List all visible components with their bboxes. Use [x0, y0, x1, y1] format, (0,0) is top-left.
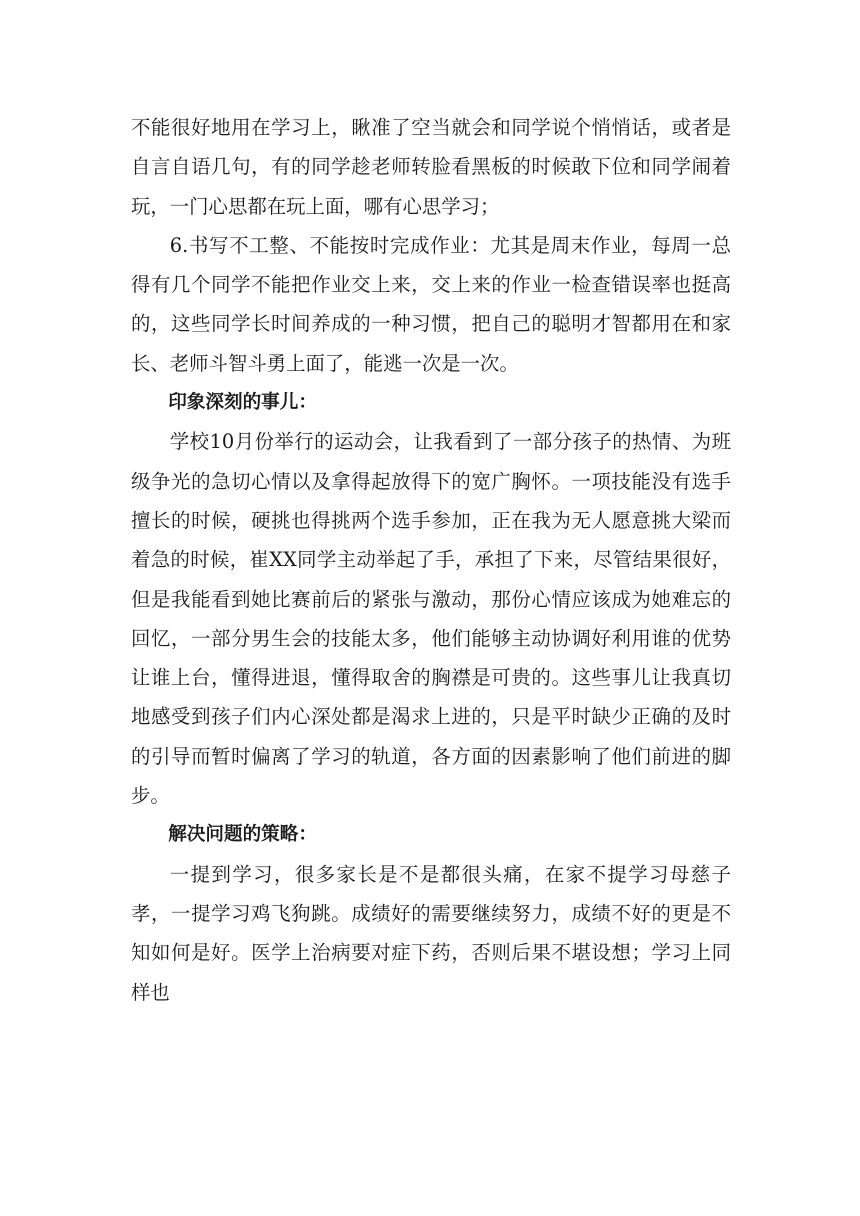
paragraph-continuation: 不能很好地用在学习上，瞅准了空当就会和同学说个悄悄话，或者是自言自语几句，有的同学趁老师转脸看黑板的时候敢下位和同学闹着玩，一门心思都在玩上面，哪有心思学习；	[131, 116, 731, 218]
paragraph-strategies: 一提到学习，很多家长是不是都很头痛，在家不提学习母慈子孝，一提学习鸡飞狗跳。成绩好的需要继续努力，成绩不好的更是不知如何是好。医学上治病要对症下药，否则后果不堪设想；学习上同样也	[131, 862, 731, 1004]
section-heading-memorable-events: 印象深刻的事儿：	[168, 392, 317, 414]
document-body	[131, 108, 731, 1012]
section-heading-strategies: 解决问题的策略：	[168, 824, 317, 846]
paragraph-item-6: 6.书写不工整、不能按时完成作业：尤其是周末作业，每周一总得有几个同学不能把作业交上来，交上来的作业一检查错误率也挺高的，这些同学长时间养成的一种习惯，把自己的聪明才智都用在和家长、老师斗智斗勇上面了，能逃一次是一次。	[131, 233, 731, 375]
paragraph-sports-meet: 学校10月份举行的运动会，让我看到了一部分孩子的热情、为班级争光的急切心情以及拿得起放得下的宽广胸怀。一项技能没有选手擅长的时候，硬挑也得挑两个选手参加，正在我为无人愿意挑大梁而着急的时候，崔XX同学主动举起了手，承担了下来，尽管结果很好，但是我能看到她比赛前后的紧张与激动，那份心情应该成为她难忘的回忆，一部分男生会的技能太多，他们能够主动协调好利用谁的优势让谁上台，懂得进退，懂得取舍的胸襟是可贵的。这些事儿让我真切地感受到孩子们内心深处都是渴求上进的，只是平时缺少正确的及时的引导而暂时偏离了学习的轨道，各方面的因素影响了他们前进的脚步。	[131, 430, 731, 808]
